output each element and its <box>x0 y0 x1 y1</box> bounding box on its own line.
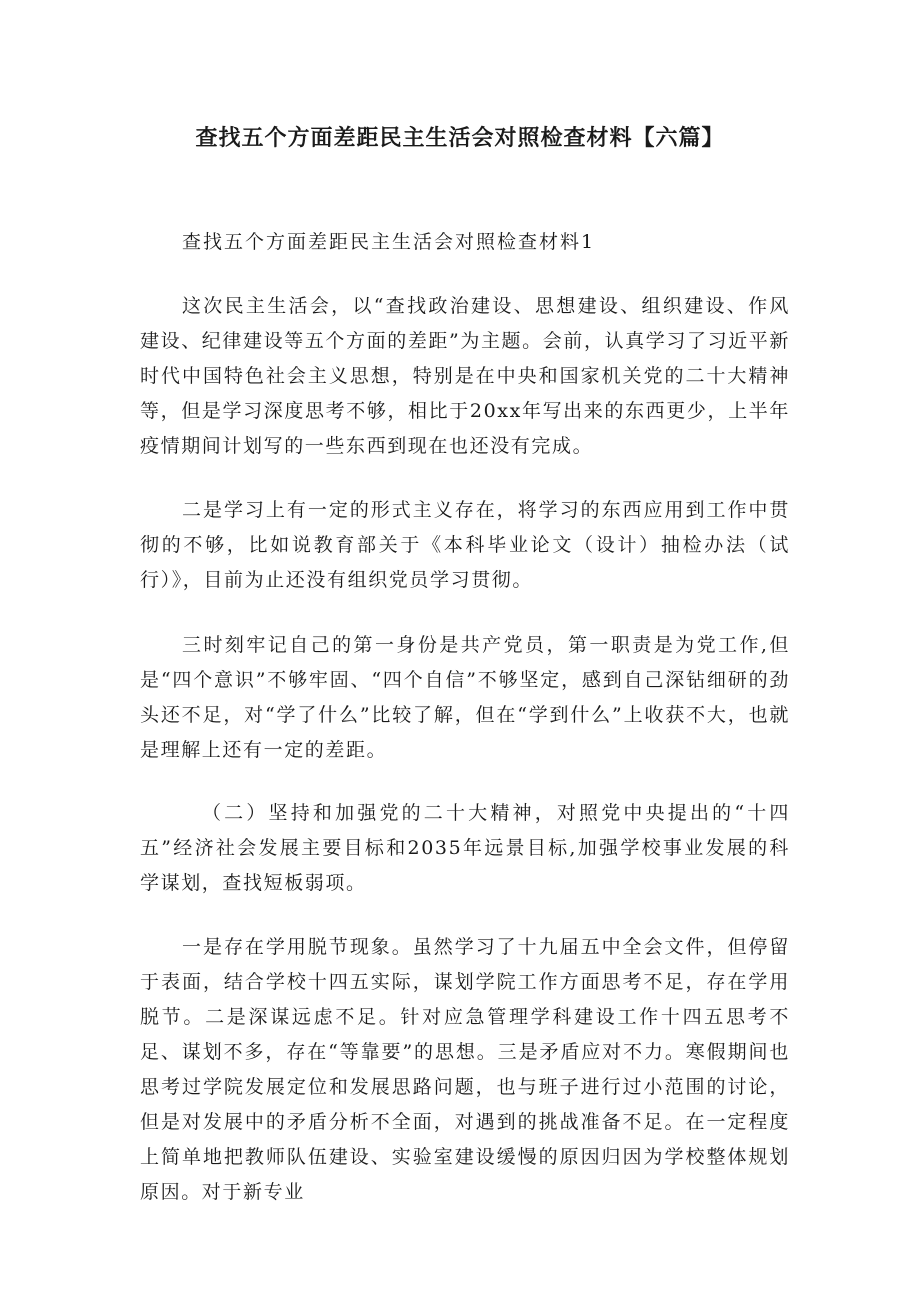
paragraph: （二）坚持和加强党的二十大精神，对照党中央提出的“十四五”经济社会发展主要目标和2035年远景目标,加强学校事业发展的科学谋划，查找短板弱项。 <box>140 802 790 894</box>
paragraph: 这次民主生活会，以“查找政治建设、思想建设、组织建设、作风建设、纪律建设等五个方面的差距”为主题。会前，认真学习了习近平新时代中国特色社会主义思想，特别是在中央和国家机关党的二十大精神等，但是学习深度思考不够，相比于20xx年写出来的东西更少，上半年疫情期间计划写的一些东西到现在也还没有完成。 <box>140 295 790 457</box>
paragraph: 二是学习上有一定的形式主义存在，将学习的东西应用到工作中贯彻的不够，比如说教育部关于《本科毕业论文（设计）抽检办法（试行）》，目前为止还没有组织党员学习贯彻。 <box>140 499 790 591</box>
document-title: 查找五个方面差距民主生活会对照检查材料【六篇】 <box>195 126 725 151</box>
section-subtitle: 查找五个方面差距民主生活会对照检查材料1 <box>182 231 596 253</box>
paragraph: 三时刻牢记自己的第一身份是共产党员，第一职责是为党工作,但是“四个意识”不够牢固、“四个自信”不够坚定，感到自己深钻细研的劲头还不足，对“学了什么”比较了解，但在“学到什么”上收获不大，也就是理解上还有一定的差距。 <box>140 634 790 761</box>
paragraph: 一是存在学用脱节现象。虽然学习了十九届五中全会文件，但停留于表面，结合学校十四五实际，谋划学院工作方面思考不足，存在学用脱节。二是深谋远虑不足。针对应急管理学科建设工作十四五思考不足、谋划不多，存在“等靠要”的思想。三是矛盾应对不力。寒假期间也思考过学院发展定位和发展思路问题，也与班子进行过小范围的讨论，但是对发展中的矛盾分析不全面，对遇到的挑战准备不足。在一定程度上简单地把教师队伍建设、实验室建设缓慢的原因归因为学校整体规划原因。对于新专业 <box>140 936 790 1203</box>
